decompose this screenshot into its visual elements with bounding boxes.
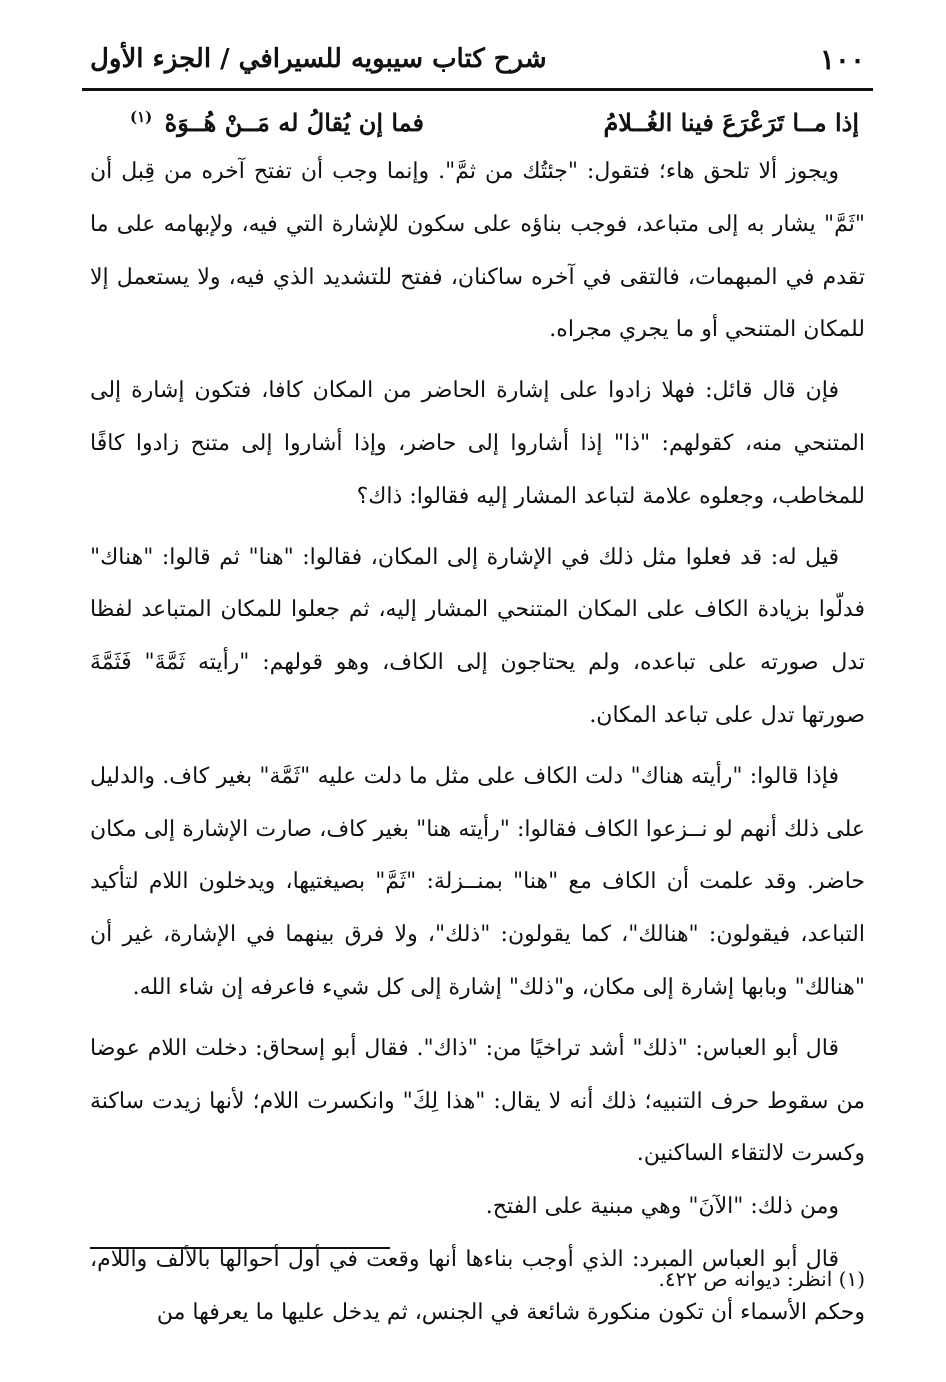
verse-second-hemistich-text: فما إن يُقالُ له مَــنْ هُــوَهْ [164, 107, 424, 137]
footnote-marker: (١) [130, 107, 153, 126]
main-text [90, 146, 865, 1340]
paragraph-2: فإن قال قائل: فهلا زادوا على إشارة الحاضر من المكان كافا، فتكون إشارة إلى المتنحي منه، كقولهم: "ذا" إذا أشاروا إلى حاضر، وإذا أشاروا إلى متنح زادوا كافًا للمخاطب، وجعلوه علامة لتباعد المشار إليه فقالوا: ذاك؟ [90, 378, 865, 509]
verse-first-hemistich: إذا مــا تَرَعْرَعَ فينا الغُــلامُ [603, 107, 859, 137]
running-title: شرح كتاب سيبويه للسيرافي / الجزء الأول [90, 44, 547, 74]
page-number: ١٠٠ [819, 42, 865, 76]
footnote-divider [90, 1247, 390, 1249]
verse-second-hemistich [90, 108, 424, 137]
paragraph-7: قال أبو العباس المبرد: الذي أوجب بناءها أنها وقعت في أول أحوالها بالألف واللام، وحكم الأسماء أن تكون منكورة شائعة في الجنس، ثم يدخل عليها ما يعرفها من [90, 1246, 865, 1325]
paragraph-1: ويجوز ألا تلحق هاء؛ فتقول: "جئتُك من ثمَّ". وإنما وجب أن تفتح آخره من قِبل أن "ثَمَّ" يشار به إلى متباعد، فوجب بناؤه على سكون للإشارة التي فيه، ولإبهامه على ما تقدم في المبهمات، فالتقى في آخره ساكنان، ففتح للتشديد الذي فيه، ولا يستعمل إلا للمكان المتنحي أو ما يجري مجراه. [90, 159, 865, 343]
paragraph-4: فإذا قالوا: "رأيته هناك" دلت الكاف على مثل ما دلت عليه "ثَمَّة" بغير كاف. والدليل على ذلك أنهم لو نــزعوا الكاف فقالوا: "رأيته هنا" بغير كاف، صارت الإشارة إلى مكان حاضر. وقد علمت أن الكاف مع "هنا" بمنــزلة: "ثَمَّ" بصيغتيها، ويدخلون اللام لتأكيد التباعد، فيقولون: "هنالك"، كما يقولون: "ذلك"، ولا فرق بينهما في الإشارة، غير أن "هنالك" وبابها إشارة إلى مكان، و"ذلك" إشارة إلى كل شيء فاعرفه إن شاء الله. [90, 763, 865, 1000]
paragraph-6: ومن ذلك: "الآنَ" وهي مبنية على الفتح. [485, 1194, 839, 1220]
footnote: (١) انظر: ديوانه ص ٤٢٢. [658, 1267, 865, 1291]
paragraph-3: قيل له: قد فعلوا مثل ذلك في الإشارة إلى المكان، فقالوا: "هنا" ثم قالوا: "هناك" فدلّوا بزيادة الكاف على المكان المتنحي المشار إليه، ثم جعلوا للمكان المتباعد لفظا تدل صورته على تباعده، ولم يحتاجون إلى الكاف، وهو قولهم: "رأيته ثَمَّةَ" فَثَمَّةَ صورتها تدل على تباعد المكان. [90, 544, 865, 728]
poetry-verse [90, 100, 865, 144]
paragraph-5: قال أبو العباس: "ذلك" أشد تراخيًا من: "ذاك". فقال أبو إسحاق: دخلت اللام عوضا من سقوط حرف التنبيه؛ ذلك أنه لا يقال: "هذا لِكَ" وانكسرت اللام؛ لأنها زيدت ساكنة وكسرت لالتقاء الساكنين. [90, 1035, 865, 1167]
header-divider [82, 88, 873, 91]
page-header [90, 36, 865, 82]
book-page [90, 0, 865, 1382]
